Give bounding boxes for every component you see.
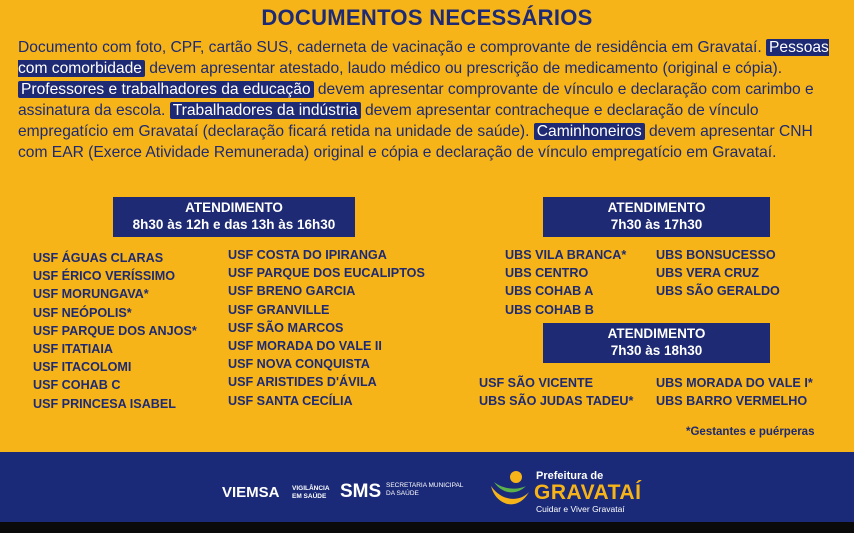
bottom-edge bbox=[0, 522, 854, 533]
highlight-comorbidity: Pessoas com comorbidade bbox=[18, 39, 829, 77]
viemsa-sub-line2: EM SAÚDE bbox=[292, 492, 327, 500]
hours-box-right-top-heading: ATENDIMENTO bbox=[607, 200, 706, 215]
health-unit-item: USF ARISTIDES D'ÁVILA bbox=[228, 375, 377, 390]
highlight-truckers: Caminhoneiros bbox=[534, 123, 645, 140]
health-unit-item: UBS COHAB B bbox=[505, 302, 594, 317]
health-unit-item: USF SÃO VICENTE bbox=[479, 376, 594, 390]
gravatai-emblem-icon bbox=[488, 468, 532, 514]
viemsa-logo-text: VIEMSA bbox=[222, 484, 280, 501]
hours-box-right-bottom-heading: ATENDIMENTO bbox=[607, 326, 706, 341]
paragraph-text-1: Documento com foto, CPF, cartão SUS, caderneta de vacinação e comprovante de residência em Gravataí. bbox=[18, 39, 762, 56]
units-list-right-top-col2 bbox=[656, 246, 780, 301]
health-unit-item: USF PARQUE DOS EUCALIPTOS bbox=[228, 266, 425, 281]
health-unit-item: USF ÁGUAS CLARAS bbox=[33, 251, 164, 265]
health-unit-item: USF SÃO MARCOS bbox=[228, 320, 344, 335]
health-unit-item: USF PARQUE DOS ANJOS* bbox=[33, 323, 197, 338]
health-unit-item: USF COSTA DO IPIRANGA bbox=[228, 248, 387, 262]
health-unit-item: USF ÉRICO VERÍSSIMO bbox=[33, 269, 176, 284]
footnote: *Gestantes e puérperas bbox=[686, 426, 815, 438]
sms-logo-text: SMS bbox=[340, 481, 382, 502]
sms-subtitle bbox=[386, 482, 463, 497]
health-unit-item: USF COHAB C bbox=[33, 378, 121, 393]
hours-box-right-bottom bbox=[543, 323, 770, 363]
health-unit-item: USF BRENO GARCIA bbox=[228, 284, 356, 299]
units-list-left-col2 bbox=[228, 246, 425, 410]
hours-box-right-top-hours: 7h30 às 17h30 bbox=[610, 217, 703, 232]
health-unit-item: USF MORADA DO VALE II bbox=[228, 339, 382, 354]
footer-bar bbox=[0, 452, 854, 522]
units-list-right-bottom-col1 bbox=[479, 374, 633, 410]
health-unit-item: UBS VERA CRUZ bbox=[656, 266, 760, 281]
viemsa-sub-line1: VIGILÂNCIA bbox=[292, 485, 330, 492]
health-unit-item: USF NEÓPOLIS* bbox=[33, 305, 132, 320]
hours-box-left-hours: 8h30 às 12h e das 13h às 16h30 bbox=[132, 217, 336, 232]
sms-sub-line1: SECRETARIA MUNICIPAL bbox=[386, 482, 464, 489]
units-list-right-bottom-col2 bbox=[656, 374, 813, 410]
health-unit-item: USF MORUNGAVA* bbox=[33, 287, 149, 302]
health-unit-item: UBS SÃO GERALDO bbox=[656, 284, 780, 299]
paragraph-text-5: devem apresentar CNH com EAR (Exerce Atividade Remunerada) original e cópia e declaração de vínculo empregatício em Gravataí. bbox=[18, 123, 813, 161]
viemsa-subtitle bbox=[292, 485, 330, 500]
hours-box-right-top bbox=[543, 197, 770, 237]
health-unit-item: UBS MORADA DO VALE I* bbox=[656, 376, 813, 390]
health-unit-item: USF ITATIAIA bbox=[33, 342, 113, 357]
highlight-industry: Trabalhadores da indústria bbox=[170, 102, 361, 119]
sms-sub-line2: DA SAÚDE bbox=[386, 489, 419, 497]
hours-box-left bbox=[113, 197, 355, 237]
page-title: DOCUMENTOS NECESSÁRIOS bbox=[261, 5, 593, 30]
health-unit-item: USF PRINCESA ISABEL bbox=[33, 396, 176, 411]
health-unit-item: UBS SÃO JUDAS TADEU* bbox=[479, 394, 634, 409]
health-unit-item: UBS VILA BRANCA* bbox=[505, 248, 627, 262]
paragraph-text-4: devem apresentar contracheque e declaração de vínculo empregatício em Gravataí (declaração ficará retida na unidade de saúde). bbox=[18, 102, 759, 140]
prefeitura-label: Prefeitura de bbox=[536, 470, 604, 482]
health-unit-item: UBS BARRO VERMELHO bbox=[656, 394, 808, 409]
health-unit-item: UBS BONSUCESSO bbox=[656, 248, 776, 262]
health-unit-item: USF NOVA CONQUISTA bbox=[228, 357, 370, 372]
paragraph-text-3: devem apresentar comprovante de vínculo e declaração com carimbo e assinatura da escola. bbox=[18, 81, 814, 119]
highlight-education: Professores e trabalhadores da educação bbox=[18, 81, 314, 98]
hours-box-left-heading: ATENDIMENTO bbox=[185, 200, 283, 215]
health-unit-item: USF ITACOLOMI bbox=[33, 360, 132, 375]
health-unit-item: UBS CENTRO bbox=[505, 266, 589, 281]
health-unit-item: USF GRANVILLE bbox=[228, 302, 330, 317]
gravatai-tagline: Cuidar e Viver Gravataí bbox=[536, 504, 625, 514]
health-unit-item: USF SANTA CECÍLIA bbox=[228, 393, 353, 408]
hours-box-right-bottom-hours: 7h30 às 18h30 bbox=[610, 343, 703, 358]
units-list-left-col1 bbox=[33, 249, 197, 413]
paragraph-text-2: devem apresentar atestado, laudo médico ou prescrição de medicamento (original e cópia). bbox=[144, 60, 783, 77]
units-list-right-top-col1 bbox=[505, 246, 626, 319]
health-unit-item: UBS COHAB A bbox=[505, 284, 594, 299]
requirements-paragraph bbox=[18, 37, 840, 163]
gravatai-wordmark: GRAVATAÍ bbox=[534, 481, 642, 504]
